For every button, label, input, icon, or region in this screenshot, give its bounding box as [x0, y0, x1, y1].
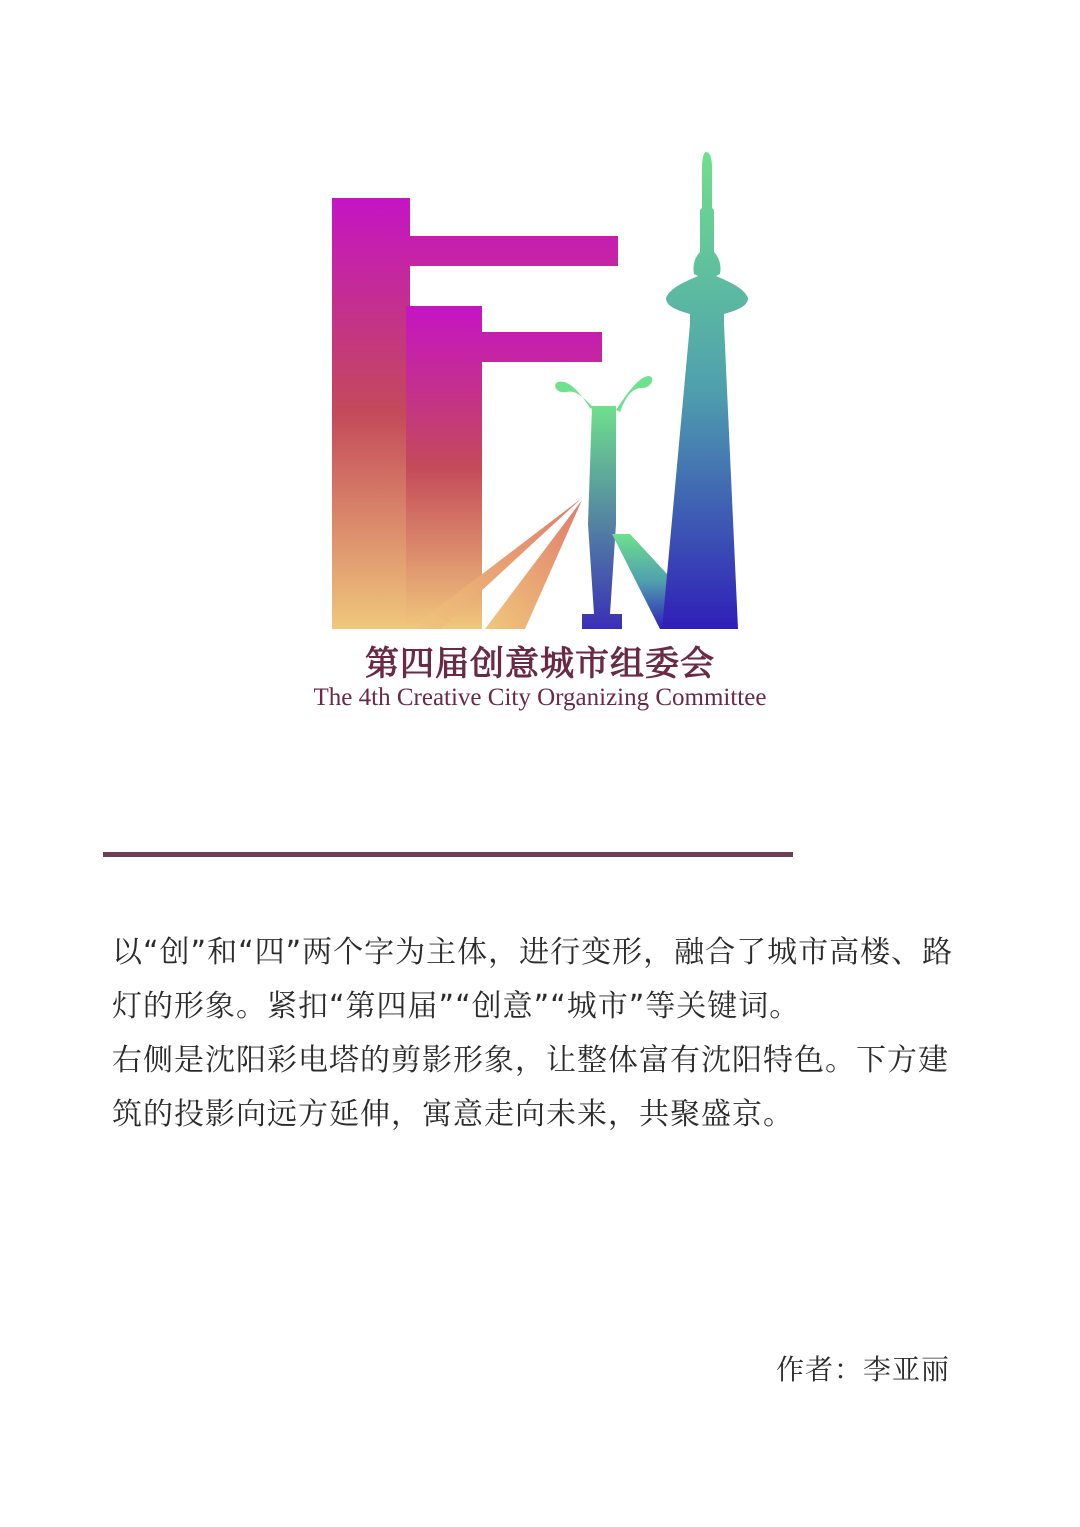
logo-tower-shape: [662, 152, 748, 629]
creative-city-logo: [320, 148, 760, 634]
description-paragraph: 以“创”和“四”两个字为主体，进行变形，融合了城市高楼、路灯的形象。紧扣“第四届”“创意”“城市”等关键词。: [112, 935, 954, 1024]
logo-title-english: The 4th Creative City Organizing Committee: [313, 684, 767, 711]
logo-title-chinese: 第四届创意城市组委会: [365, 644, 715, 684]
author-credit: 作者：李亚丽: [775, 1353, 950, 1386]
logo-lamp-shape: [582, 406, 622, 629]
section-divider: [103, 852, 793, 857]
logo-inner-glyph: [406, 306, 602, 629]
logo-description: [112, 926, 972, 1142]
description-paragraph: 右侧是沈阳彩电塔的剪影形象，让整体富有沈阳特色。下方建筑的投影向远方延伸，寓意走向未来，共聚盛京。: [112, 1043, 949, 1132]
